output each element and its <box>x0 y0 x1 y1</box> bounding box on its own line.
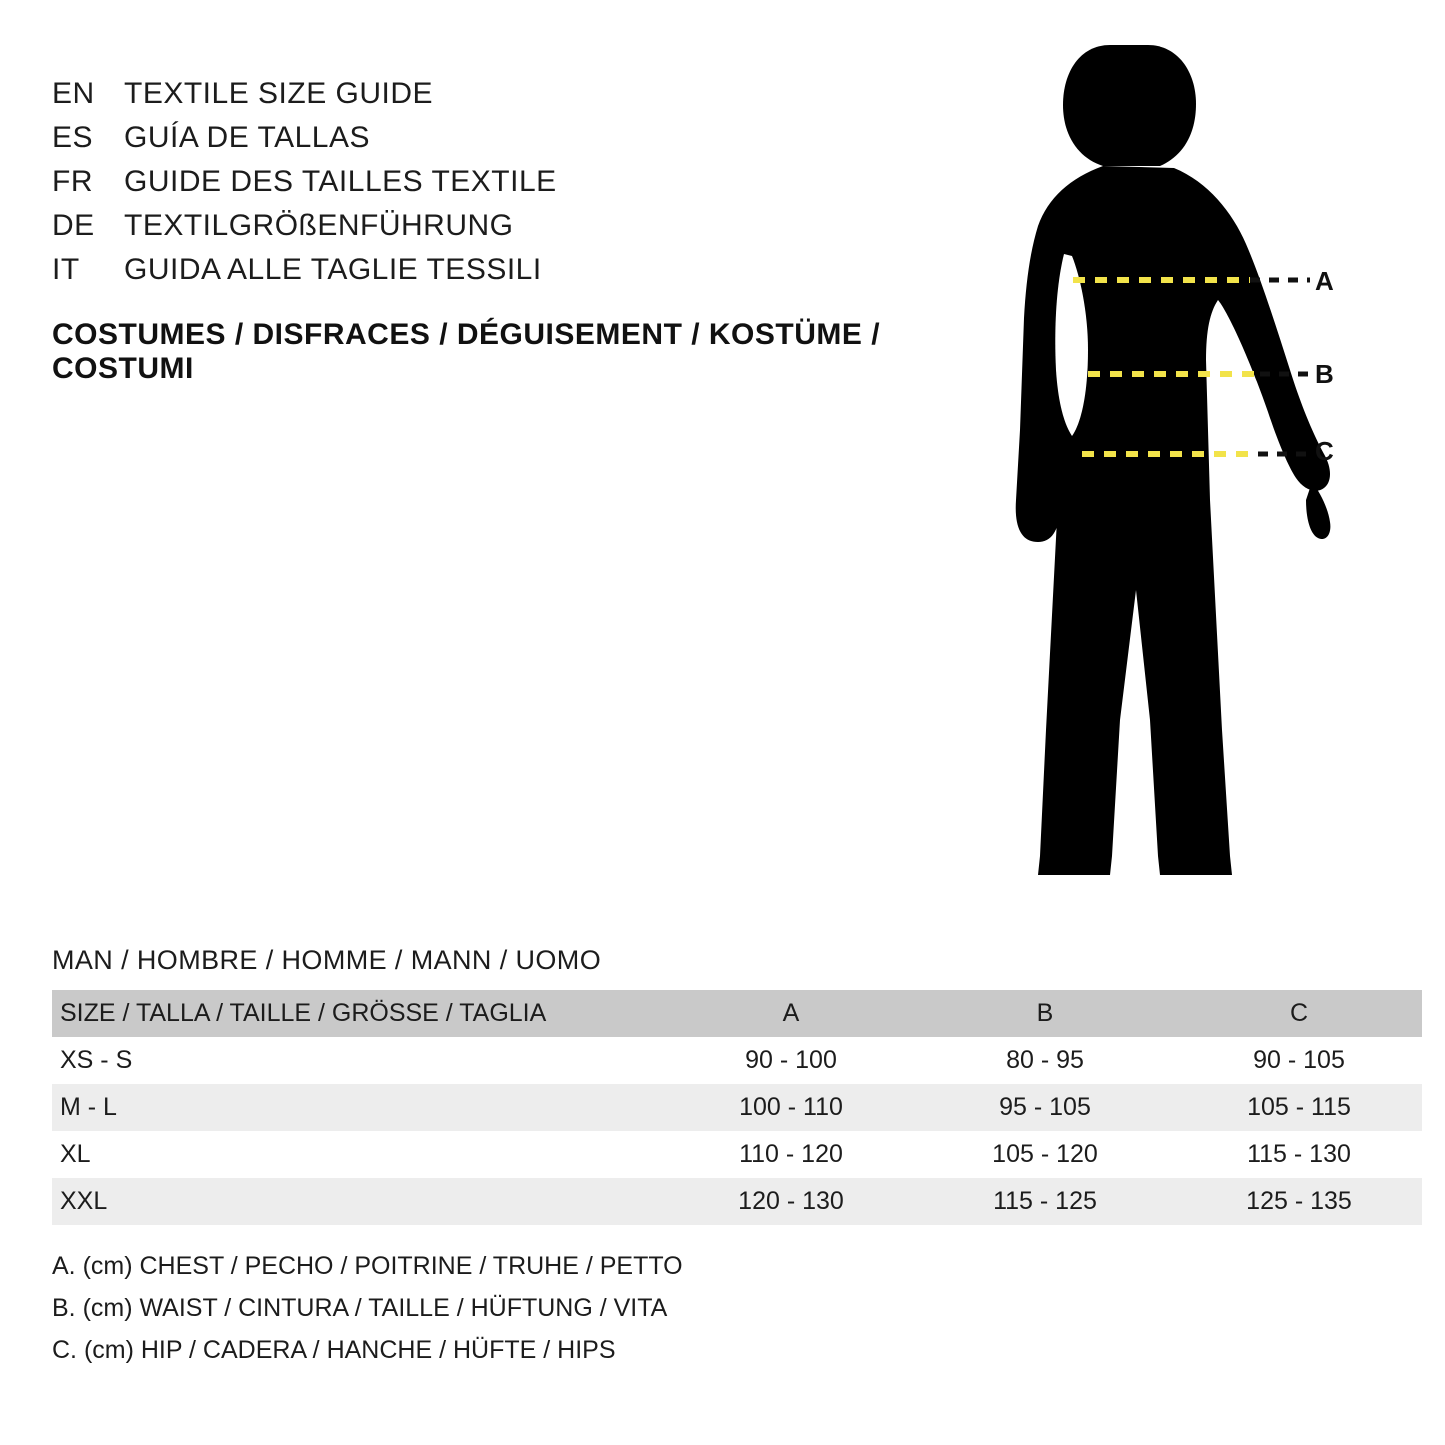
language-row-en <box>52 72 972 116</box>
marker-label-c: C <box>1315 436 1334 466</box>
cell-a: 120 - 130 <box>660 1178 914 1225</box>
language-row-de <box>52 204 972 248</box>
language-text-en: TEXTILE SIZE GUIDE <box>124 77 434 110</box>
column-header-b: B <box>914 990 1168 1037</box>
cell-size: M - L <box>52 1084 660 1131</box>
cell-b: 80 - 95 <box>914 1037 1168 1084</box>
language-list <box>52 72 972 386</box>
cell-b: 115 - 125 <box>914 1178 1168 1225</box>
language-code-it: IT <box>52 253 80 286</box>
language-row-it <box>52 248 972 292</box>
marker-label-b: B <box>1315 359 1334 389</box>
language-code-en: EN <box>52 77 95 110</box>
column-header-c: C <box>1168 990 1422 1037</box>
cell-c: 105 - 115 <box>1168 1084 1422 1131</box>
silhouette-icon <box>960 30 1380 910</box>
column-header-size: SIZE / TALLA / TAILLE / GRÖSSE / TAGLIA <box>52 990 660 1037</box>
cell-b: 105 - 120 <box>914 1131 1168 1178</box>
language-text-es: GUÍA DE TALLAS <box>124 121 370 154</box>
marker-label-a: A <box>1315 266 1334 296</box>
language-row-es <box>52 116 972 160</box>
language-code-fr: FR <box>52 165 93 198</box>
language-text-de: TEXTILGRÖßENFÜHRUNG <box>124 209 514 242</box>
cell-size: XL <box>52 1131 660 1178</box>
table-header-row <box>52 990 1422 1037</box>
cell-c: 90 - 105 <box>1168 1037 1422 1084</box>
column-header-a: A <box>660 990 914 1037</box>
language-text-it: GUIDA ALLE TAGLIE TESSILI <box>124 253 542 286</box>
body-silhouette-figure <box>960 30 1380 910</box>
legend-line-c: C. (cm) HIP / CADERA / HANCHE / HÜFTE / HIPS <box>52 1336 616 1364</box>
cell-a: 100 - 110 <box>660 1084 914 1131</box>
measurement-legend <box>52 1245 1052 1371</box>
cell-a: 110 - 120 <box>660 1131 914 1178</box>
language-code-de: DE <box>52 209 95 242</box>
table-row <box>52 1178 1422 1225</box>
table-title: MAN / HOMBRE / HOMME / MANN / UOMO <box>52 945 602 975</box>
table-row <box>52 1131 1422 1178</box>
cell-c: 115 - 130 <box>1168 1131 1422 1178</box>
cell-c: 125 - 135 <box>1168 1178 1422 1225</box>
size-table <box>52 990 1422 1225</box>
category-title: COSTUMES / DISFRACES / DÉGUISEMENT / KOSTÜME / COSTUMI <box>52 318 881 385</box>
size-table-section <box>52 945 1392 1225</box>
legend-line-a: A. (cm) CHEST / PECHO / POITRINE / TRUHE / PETTO <box>52 1252 683 1280</box>
language-row-fr <box>52 160 972 204</box>
cell-size: XXL <box>52 1178 660 1225</box>
language-code-es: ES <box>52 121 94 154</box>
table-row <box>52 1037 1422 1084</box>
cell-a: 90 - 100 <box>660 1037 914 1084</box>
legend-line-b: B. (cm) WAIST / CINTURA / TAILLE / HÜFTUNG / VITA <box>52 1294 668 1322</box>
cell-size: XS - S <box>52 1037 660 1084</box>
language-text-fr: GUIDE DES TAILLES TEXTILE <box>124 165 557 198</box>
table-row <box>52 1084 1422 1131</box>
cell-b: 95 - 105 <box>914 1084 1168 1131</box>
